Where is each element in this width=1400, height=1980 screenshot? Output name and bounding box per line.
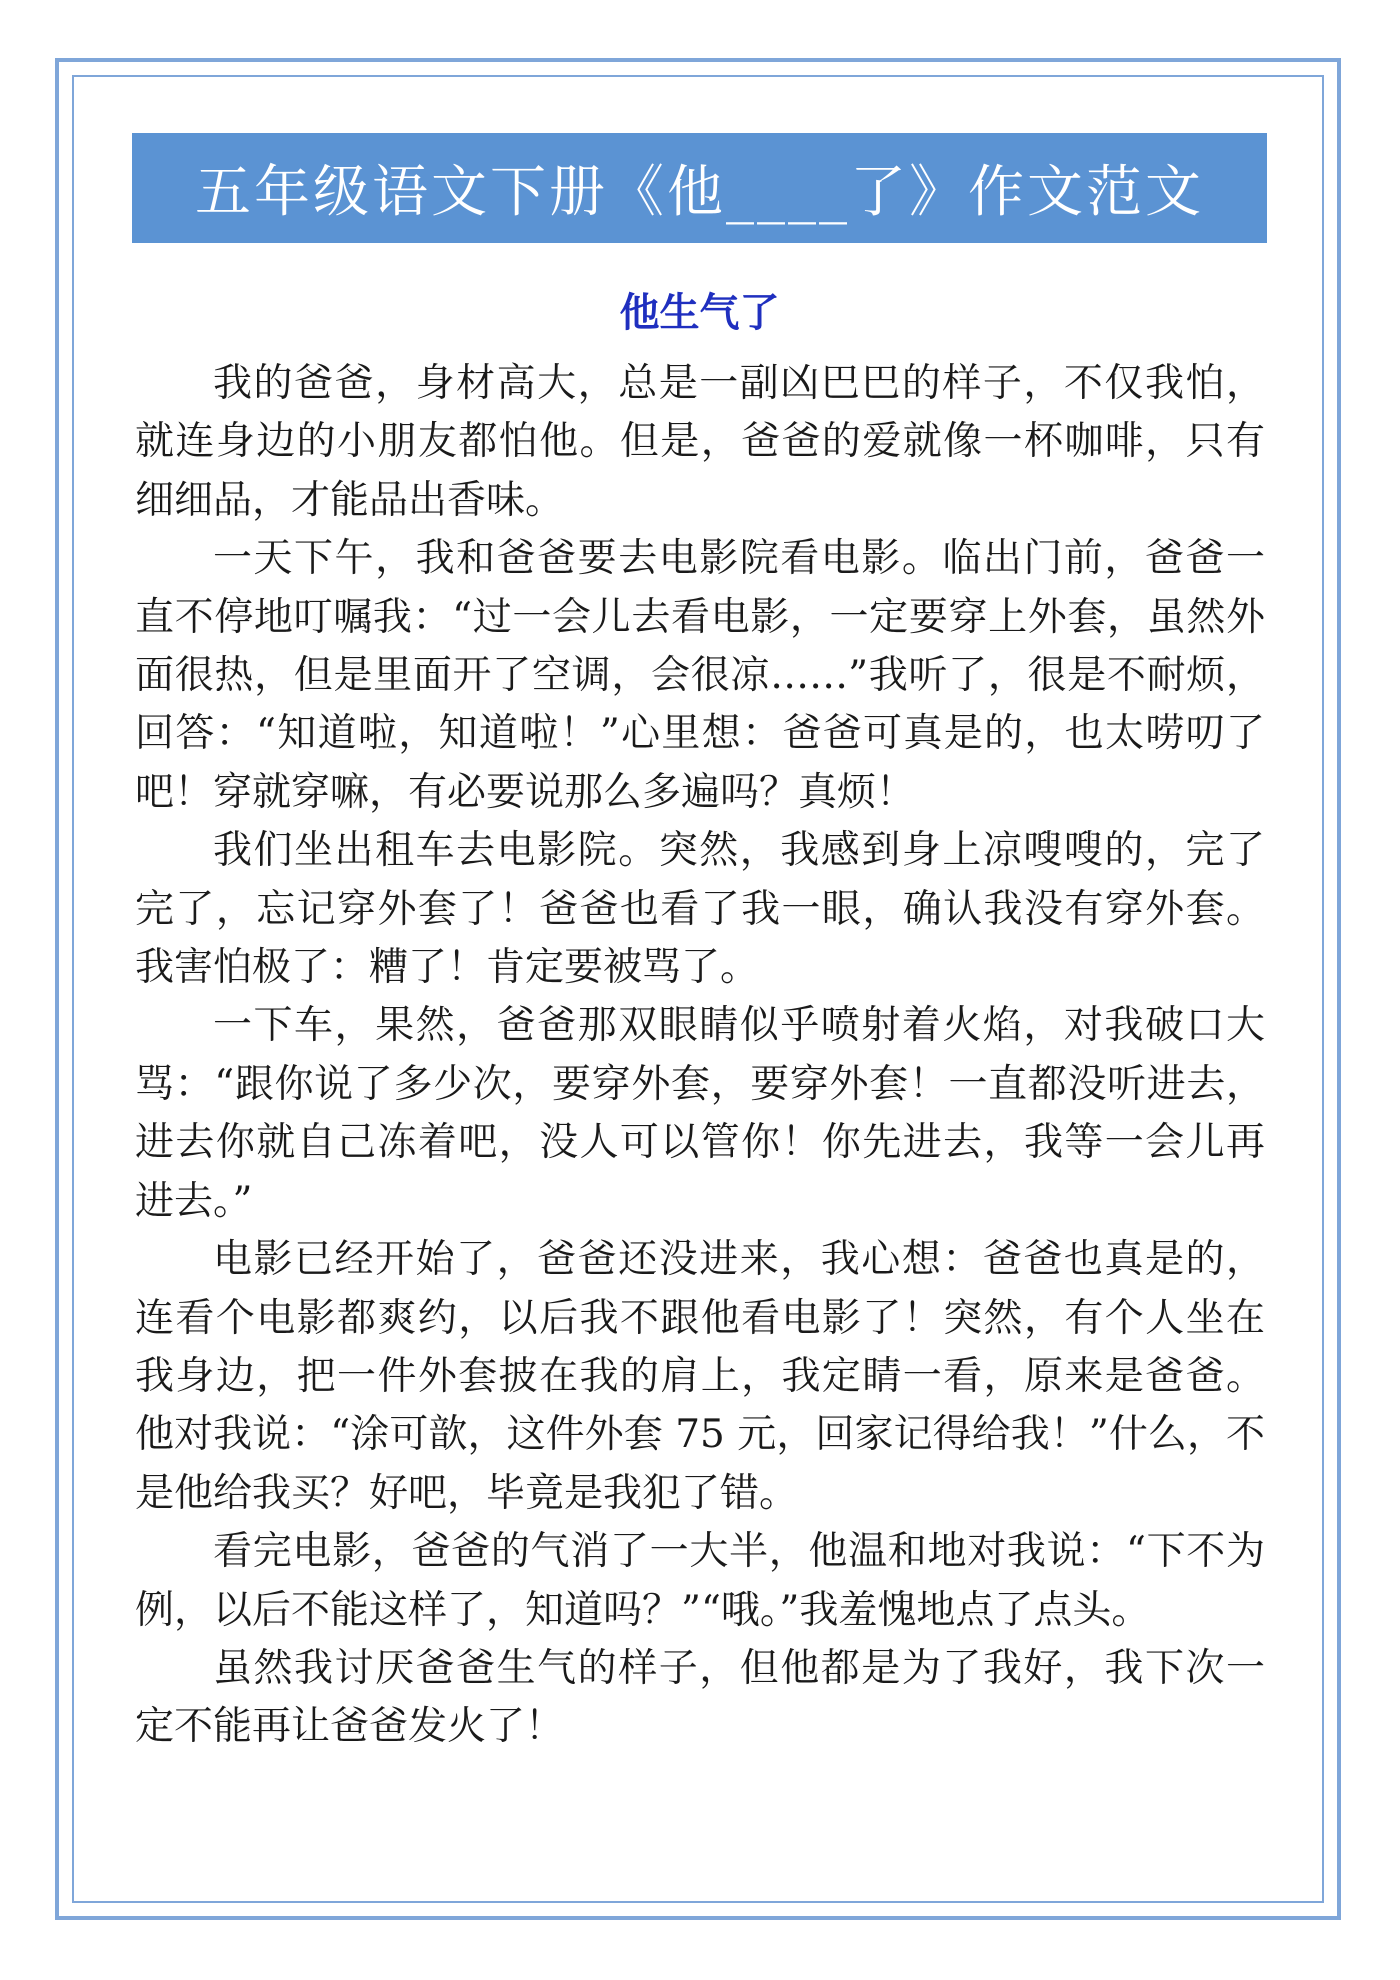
essay-paragraph: 看完电影，爸爸的气消了一大半，他温和地对我说：“下不为例，以后不能这样了，知道吗？”“哦。”我羞愧地点了点头。 [135,1529,1265,1633]
essay-title: 他生气了 [619,290,780,336]
essay-body [135,355,1265,1757]
essay-paragraph: 电影已经开始了，爸爸还没进来，我心想：爸爸也真是的，连看个电影都爽约，以后我不跟他看电影了！突然，有个人坐在我身边，把一件外套披在我的肩上，我定睛一看，原来是爸爸。他对我说：“涂可歆，这件外套 75 元，回家记得给我！”什么，不是他给我买？好吧，毕竟是我犯了错。 [135,1237,1265,1516]
essay-paragraph: 虽然我讨厌爸爸生气的样子，但他都是为了我好，我下次一定不能再让爸爸发火了！ [135,1645,1265,1750]
title-banner [132,133,1267,243]
essay-paragraph: 一下车，果然，爸爸那双眼睛似乎喷射着火焰，对我破口大骂：“跟你说了多少次，要穿外套，要穿外套！一直都没听进去，进去你就自己冻着吧，没人可以管你！你先进去，我等一会儿再进去。” [135,1003,1265,1224]
essay-paragraph: 一天下午，我和爸爸要去电影院看电影。临出门前，爸爸一直不停地叮嘱我：“过一会儿去看电影，一定要穿上外套，虽然外面很热，但是里面开了空调，会很凉……”我听了，很是不耐烦，回答：“知道啦，知道啦！”心里想：爸爸可真是的，也太唠叨了吧！穿就穿嘛，有必要说那么多遍吗？真烦！ [135,536,1265,815]
essay-paragraph: 我们坐出租车去电影院。突然，我感到身上凉嗖嗖的，完了完了，忘记穿外套了！爸爸也看了我一眼，确认我没有穿外套。我害怕极了：糟了！肯定要被骂了。 [135,828,1265,991]
page-title: 五年级语文下册《他____了》作文范文 [195,160,1204,225]
essay-paragraph: 我的爸爸，身材高大，总是一副凶巴巴的样子，不仅我怕，就连身边的小朋友都怕他。但是，爸爸的爱就像一杯咖啡，只有细细品，才能品出香味。 [135,361,1265,523]
